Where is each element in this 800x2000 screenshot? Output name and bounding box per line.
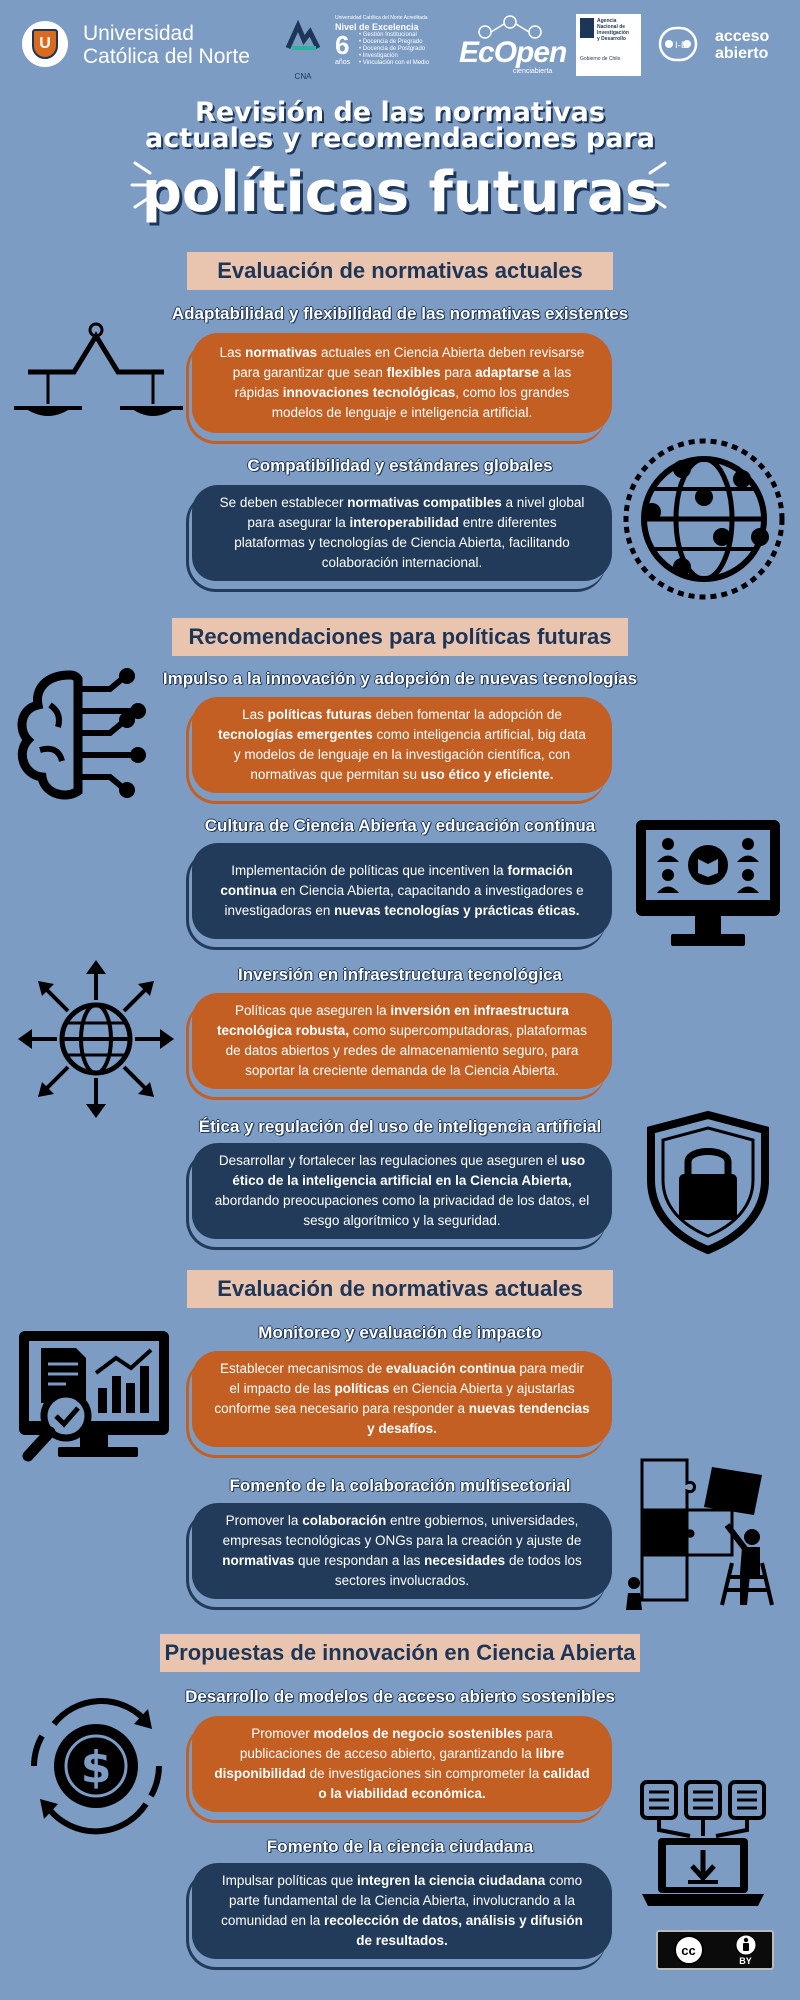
- item-heading: Impulso a la innovación y adopción de nuevas tecnologías: [162, 669, 638, 688]
- government-agency-line: Investigación: [597, 30, 629, 36]
- sparkle-right-icon: [630, 155, 670, 215]
- accreditation-level: Nivel de Excelencia: [335, 22, 419, 32]
- card-text: Se deben establecer normativas compatibles a nivel global para asegurar la interoperabilidad entre diferentes plataformas y tecnologías de Ciencia Abierta, facilitando colaboración internacional.: [219, 495, 585, 570]
- info-card: [192, 1143, 612, 1239]
- university-logo: [22, 21, 68, 67]
- ecopen-brand: EcOpen: [459, 36, 567, 69]
- item-heading: Adaptabilidad y flexibilidad de las normativas existentes: [171, 304, 629, 323]
- item-heading: Ética y regulación del uso de inteligencia artificial: [198, 1117, 602, 1136]
- online-class-monitor-icon: [633, 817, 783, 952]
- info-card: [192, 1503, 612, 1599]
- info-card: [192, 993, 612, 1089]
- attribution-person-icon: [735, 1934, 757, 1956]
- government-agency-name: [597, 18, 629, 42]
- accreditation-area: • Investigación: [359, 53, 398, 59]
- sparkle-left-icon: [130, 155, 170, 215]
- info-card: [192, 843, 612, 939]
- government-logo: [576, 14, 641, 76]
- accreditation-area: • Docencia de Pregrado: [359, 39, 423, 45]
- section-banner: Evaluación de normativas actuales: [187, 252, 613, 290]
- university-name-line2: Católica del Norte: [83, 45, 250, 68]
- ecopen-subtitle: cienciabierta: [513, 68, 553, 75]
- dollar-cycle-icon: [24, 1694, 169, 1839]
- card-text: Las políticas futuras deben fomentar la adopción de tecnologías emergentes como inteligencia artificial, big data y modelos de lenguaje en la investigación científica, con normativas que permitan su uso ético y eficiente.: [218, 707, 586, 782]
- accreditation-area: • Docencia de Postgrado: [359, 46, 426, 52]
- item-heading: Cultura de Ciencia Abierta y educación continua: [204, 816, 596, 835]
- page-title-line1: Revisión de las normativas: [195, 97, 605, 128]
- card-text: Implementación de políticas que incentiven la formación continua en Ciencia Abierta, capacitando a investigadores e investigadoras en nuevas tecnologías y prácticas éticas.: [220, 863, 584, 918]
- info-card: [192, 1863, 612, 1959]
- laptop-download-icon: [638, 1778, 768, 1913]
- brain-circuit-icon: [10, 665, 155, 805]
- info-card: [192, 333, 612, 433]
- accreditation-years-label: años: [335, 59, 351, 66]
- card-text: Establecer mecanismos de evaluación continua para medir el impacto de las políticas en Ciencia Abierta y ajustarlas conforme sea necesario para responder a nuevas tendencias y desafíos.: [214, 1361, 590, 1436]
- cna-logo: [278, 18, 328, 81]
- university-name: [83, 22, 250, 68]
- cna-label: CNA: [294, 72, 312, 81]
- info-card: [192, 1351, 612, 1447]
- item-heading: Fomento de la ciencia ciudadana: [266, 1837, 534, 1856]
- card-text: Políticas que aseguren la inversión en infraestructura tecnológica robusta, como supercomputadoras, plataformas de datos abiertos y redes de almacenamiento seguro, para soportar la creciente demanda de la Ciencia Abierta.: [217, 1003, 587, 1078]
- shield-lock-icon: [643, 1110, 773, 1255]
- government-agency-line: Agencia: [597, 18, 617, 24]
- svg-text:$: $: [80, 1742, 112, 1793]
- balance-scale-icon: [8, 322, 183, 432]
- government-footer: Gobierno de Chile: [580, 56, 621, 62]
- header: [0, 0, 800, 90]
- item-heading: Fomento de la colaboración multisectorial: [229, 1476, 571, 1495]
- accreditation-block: [335, 15, 445, 75]
- acceso-line1: acceso: [715, 28, 770, 45]
- puzzle-collaboration-icon: [622, 1455, 777, 1610]
- info-card: [192, 485, 612, 581]
- government-agency-line: y Desarrollo: [597, 36, 626, 42]
- card-text: Las normativas actuales en Ciencia Abierta deben revisarse para garantizar que sean flexibles para adaptarse a las rápidas innovaciones tecnológicas, como los grandes modelos de lenguaje e inteligencia artificial.: [219, 345, 585, 420]
- info-card: [192, 1716, 612, 1812]
- item-heading: Desarrollo de modelos de acceso abierto sostenibles: [185, 1687, 615, 1706]
- university-name-line1: Universidad: [83, 22, 194, 45]
- section-banner: Recomendaciones para políticas futuras: [172, 618, 628, 656]
- item-heading: Inversión en infraestructura tecnológica: [237, 965, 563, 984]
- globe-arrows-icon: [16, 958, 176, 1120]
- cc-mark: cc: [674, 1935, 704, 1965]
- info-card: [192, 697, 612, 793]
- acceso-abierto-logo: [655, 20, 785, 70]
- card-text: Impulsar políticas que integren la ciencia ciudadana como parte fundamental de la Ciencia Abierta, involucrando a la comunidad en la recolección de datos, análisis y difusión de resultados.: [221, 1873, 583, 1948]
- acceso-line2: abierto: [715, 45, 769, 62]
- card-text: Promover modelos de negocio sostenibles para publicaciones de acceso abierto, garantizando la libre disponibilidad de investigaciones sin comprometer la calidad o la viabilidad económica.: [214, 1726, 590, 1801]
- global-network-icon: [622, 437, 787, 602]
- accreditation-area: • Vinculación con el Medio: [359, 60, 430, 66]
- section-banner: Evaluación de normativas actuales: [187, 1270, 613, 1308]
- university-shield-icon: U: [32, 29, 58, 59]
- card-text: Desarrollar y fortalecer las regulaciones que aseguren el uso ético de la inteligencia artificial en la Ciencia Abierta, abordando preocupaciones como la privacidad de los datos, el sesgo algorítmico y la seguridad.: [214, 1153, 590, 1228]
- item-heading: Compatibilidad y estándares globales: [247, 456, 553, 475]
- svg-text:I-D: I-D: [675, 41, 688, 51]
- analytics-monitor-icon: [16, 1328, 171, 1470]
- page-title-highlight: políticas futuras: [141, 160, 659, 225]
- cc-by-label: BY: [739, 1956, 752, 1966]
- creative-commons-by-icon: [656, 1930, 774, 1970]
- accreditation-area: • Gestión Institucional: [359, 32, 417, 38]
- page-title-line2: actuales y recomendaciones para: [145, 123, 655, 154]
- ecopen-logo: [455, 14, 565, 76]
- accreditation-title: Universidad Católica del Norte Acreditada: [335, 15, 428, 21]
- card-text: Promover la colaboración entre gobiernos, universidades, empresas tecnológicas y ONGs para la creación y ajuste de normativas que respondan a las necesidades de todos los sectores involucrados.: [222, 1513, 582, 1588]
- section-banner: Propuestas de innovación en Ciencia Abierta: [160, 1634, 640, 1672]
- government-agency-line: Nacional de: [597, 24, 626, 30]
- accreditation-areas: [359, 32, 429, 67]
- item-heading: Monitoreo y evaluación de impacto: [258, 1323, 542, 1342]
- accreditation-years: 6: [335, 30, 350, 60]
